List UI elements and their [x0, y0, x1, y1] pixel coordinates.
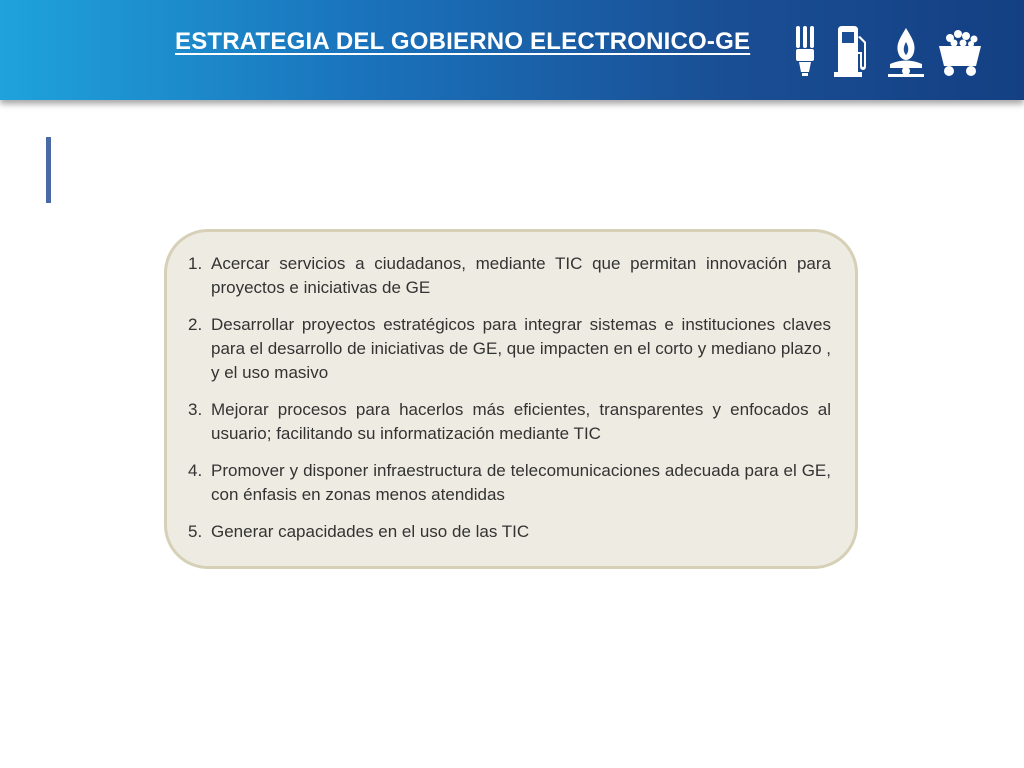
- item-text: Promover y disponer infraestructura de telecomunicaciones adecuada para el GE, con énfasis en zonas menos atendidas: [211, 461, 831, 504]
- item-number: 3.: [188, 400, 203, 419]
- item-number: 1.: [188, 254, 203, 273]
- list-item: [188, 313, 831, 385]
- strategy-list: [188, 252, 831, 557]
- gas-flame-icon: [886, 24, 926, 80]
- item-number: 2.: [188, 315, 203, 334]
- slide-header: [0, 0, 1024, 100]
- item-number: 5.: [188, 522, 203, 541]
- list-item: [188, 398, 831, 446]
- list-item: [188, 520, 831, 544]
- item-number: 4.: [188, 461, 203, 480]
- slide-title: ESTRATEGIA DEL GOBIERNO ELECTRONICO-GE: [175, 28, 751, 55]
- fuel-pump-icon: [832, 24, 872, 80]
- mine-cart-icon: [936, 24, 984, 80]
- item-text: Generar capacidades en el uso de las TIC: [211, 522, 530, 541]
- accent-bar: [46, 137, 51, 203]
- item-text: Desarrollar proyectos estratégicos para integrar sistemas e instituciones claves para el desarrollo de iniciativas de GE, que impacten en el corto y mediano plazo , y el uso masivo: [211, 315, 831, 382]
- list-item: [188, 459, 831, 507]
- list-item: [188, 252, 831, 300]
- item-text: Acercar servicios a ciudadanos, mediante TIC que permitan innovación para proyectos e iniciativas de GE: [211, 254, 831, 297]
- item-text: Mejorar procesos para hacerlos más eficientes, transparentes y enfocados al usuario; facilitando su informatización mediante TIC: [211, 400, 831, 443]
- header-icons: [786, 24, 986, 80]
- light-bulb-icon: [790, 24, 820, 80]
